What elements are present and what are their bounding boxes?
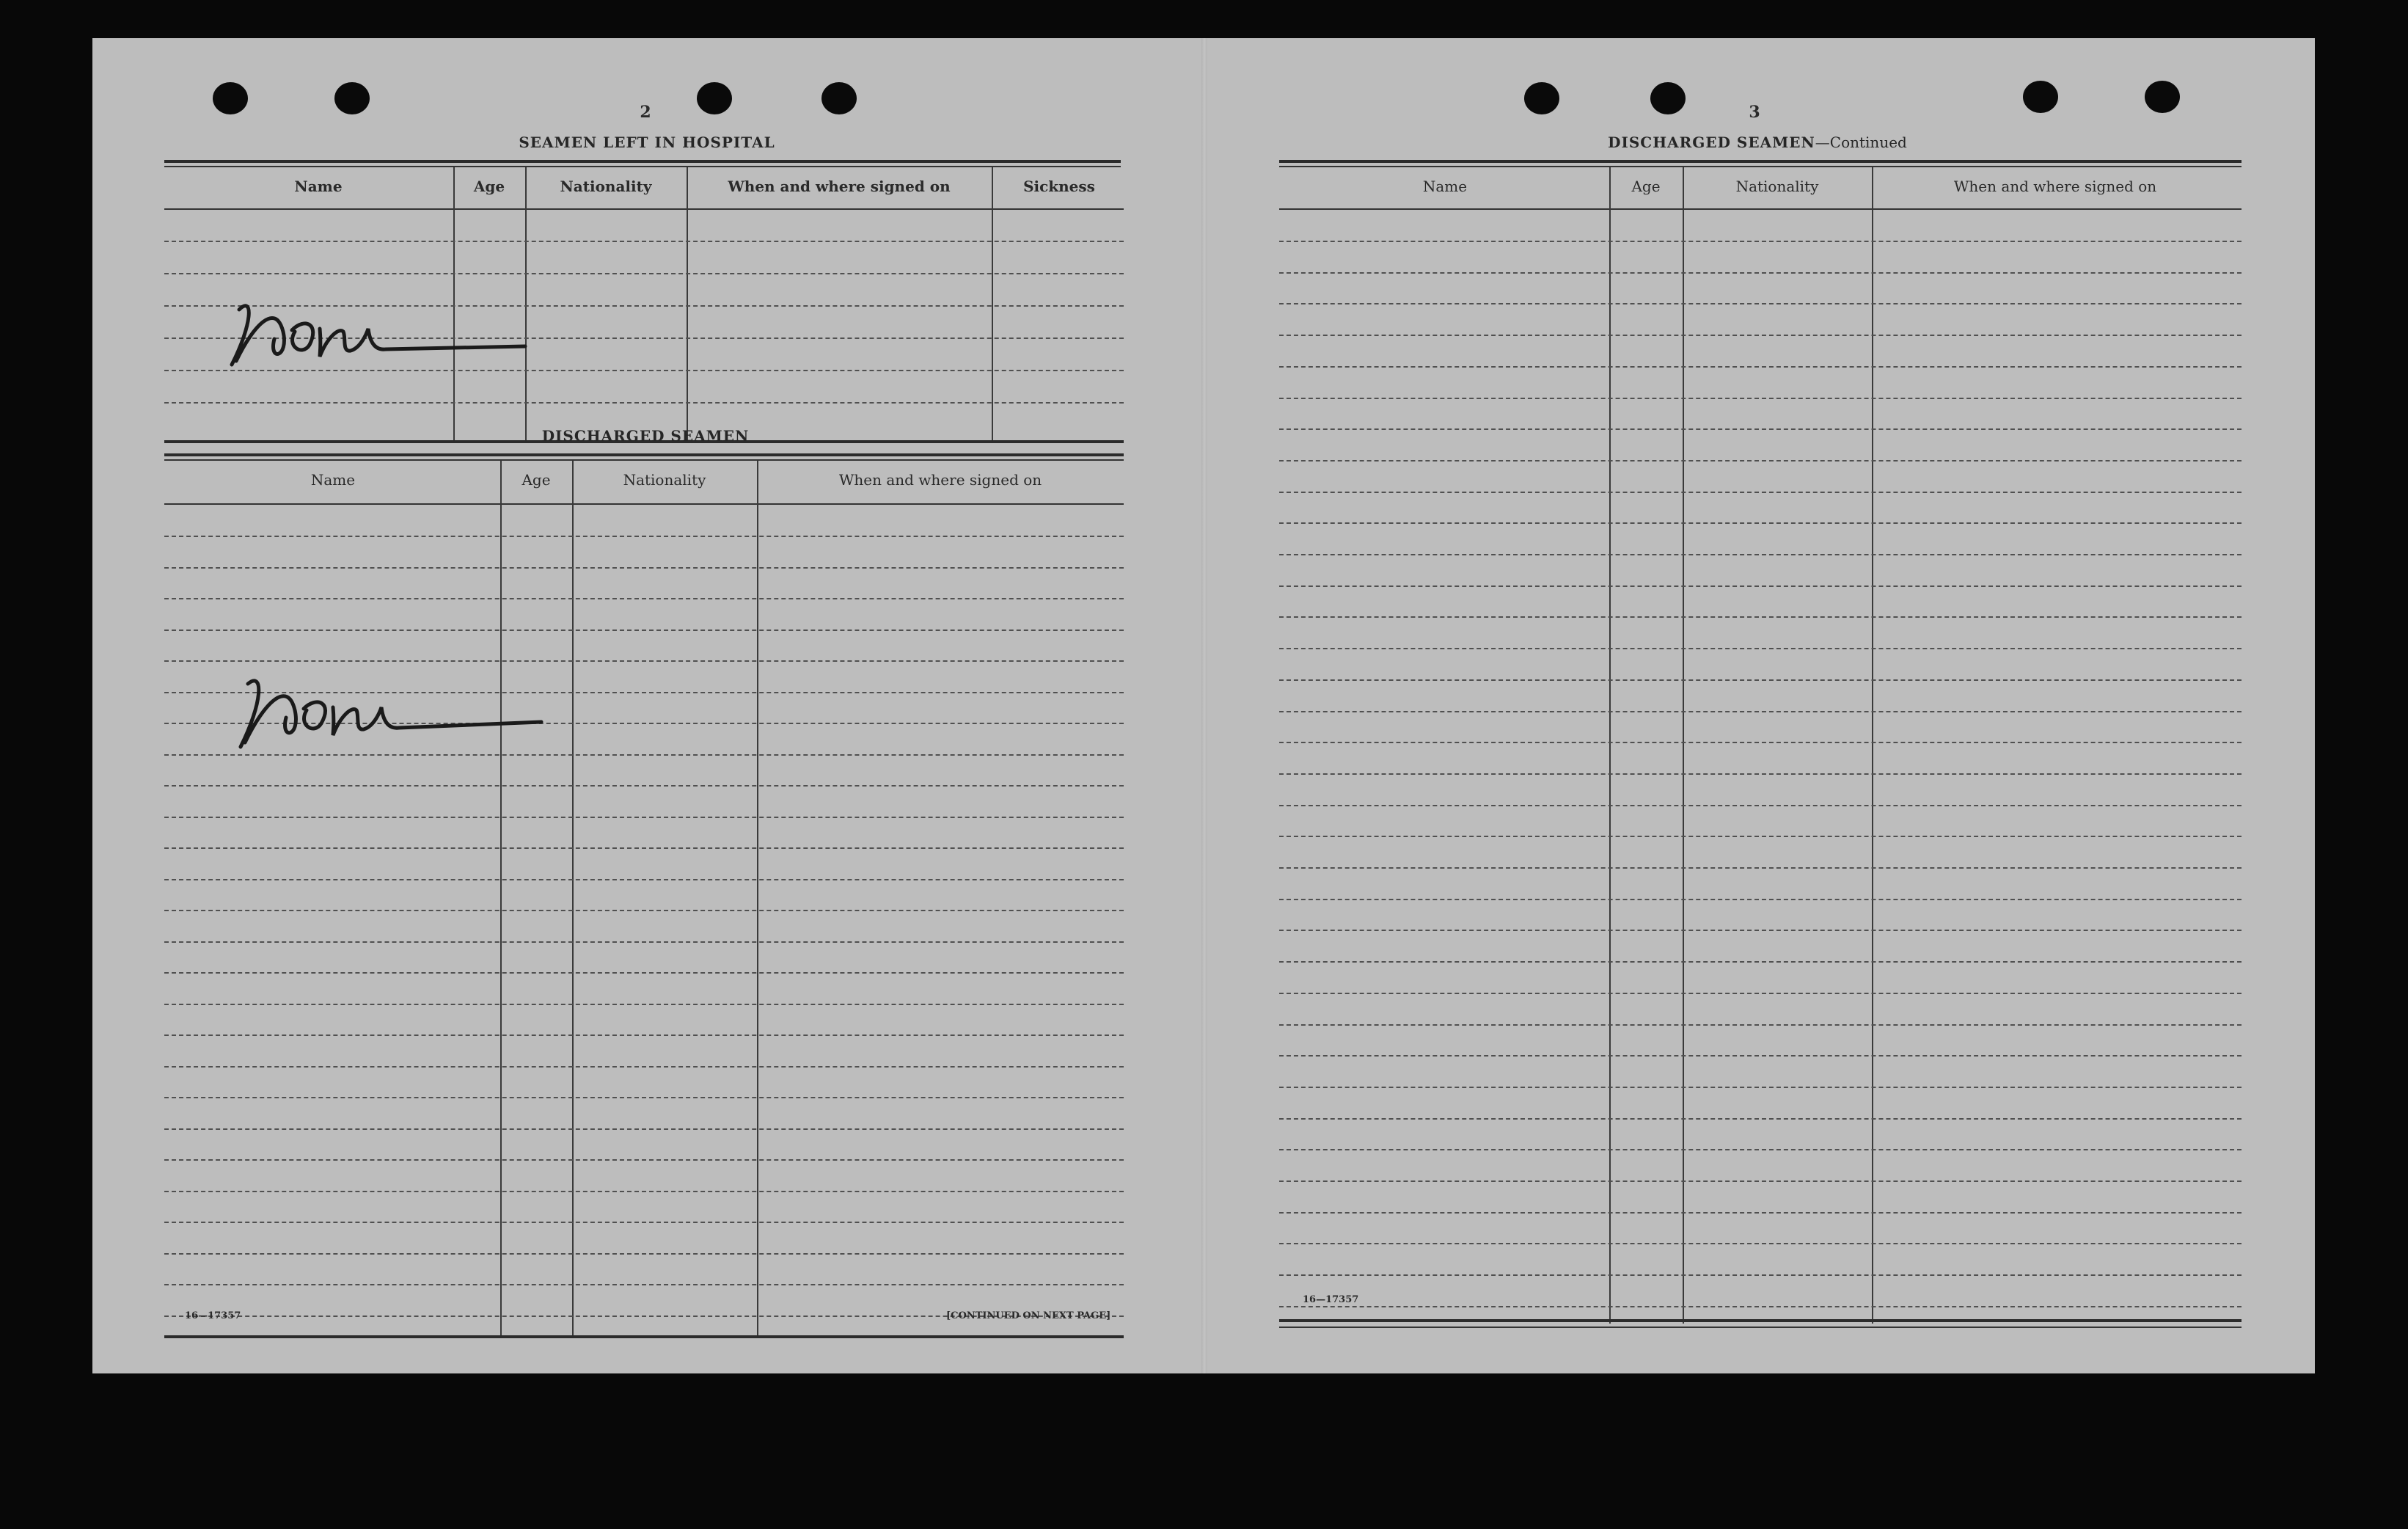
page-number: 2 — [640, 103, 651, 122]
row-line — [164, 1253, 1124, 1255]
top-rule — [1279, 166, 2242, 167]
row-line — [164, 910, 1124, 911]
row-line — [1279, 1118, 2242, 1120]
row-line — [164, 630, 1124, 631]
right-page — [1207, 38, 2315, 1373]
top-rule — [164, 166, 1121, 167]
header-rule — [164, 208, 1124, 210]
hospital-section-title: SEAMEN LEFT IN HOSPITAL — [519, 134, 775, 151]
row-line — [1279, 554, 2242, 555]
column-header-signed-on: When and where signed on — [838, 471, 1042, 489]
row-line — [1279, 805, 2242, 806]
row-line — [1279, 335, 2242, 336]
header-rule — [1279, 208, 2242, 210]
row-line — [1279, 1087, 2242, 1088]
column-header-nationality: Nationality — [1735, 178, 1819, 195]
column-header-signed-on: When and where signed on — [1953, 178, 2157, 195]
row-line — [1279, 899, 2242, 900]
row-line — [164, 241, 1124, 242]
row-line — [1279, 1024, 2242, 1026]
row-line — [1279, 867, 2242, 869]
row-line — [1279, 930, 2242, 931]
column-header-sickness: Sickness — [1023, 178, 1095, 195]
top-rule — [164, 453, 1124, 456]
row-line — [164, 273, 1124, 274]
title-continued: —Continued — [1815, 134, 1907, 151]
row-line — [1279, 398, 2242, 399]
handwritten-none — [210, 280, 547, 383]
column-header-name: Name — [1422, 178, 1468, 195]
top-rule — [164, 160, 1121, 163]
discharged-continued-title — [1608, 134, 1907, 151]
row-line — [1279, 428, 2242, 430]
row-line — [164, 1034, 1124, 1036]
row-line — [164, 785, 1124, 787]
row-line — [1279, 993, 2242, 994]
row-line — [1279, 1274, 2242, 1276]
row-line — [1279, 679, 2242, 681]
row-line — [1279, 616, 2242, 618]
column-header-age: Age — [473, 178, 505, 195]
title-text: DISCHARGED SEAMEN — [1608, 134, 1815, 151]
row-line — [164, 879, 1124, 880]
continued-note: [CONTINUED ON NEXT PAGE] — [946, 1310, 1111, 1321]
row-line — [1279, 460, 2242, 461]
row-line — [164, 402, 1124, 404]
bottom-rule — [1279, 1319, 2242, 1322]
form-number: 16—17357 — [1303, 1294, 1359, 1305]
row-line — [1279, 773, 2242, 775]
handwritten-none — [219, 654, 556, 764]
row-line — [164, 847, 1124, 849]
row-line — [164, 1159, 1124, 1161]
column-header-nationality: Nationality — [560, 178, 652, 195]
row-line — [1279, 522, 2242, 524]
row-line — [164, 972, 1124, 974]
row-line — [1279, 711, 2242, 712]
row-line — [1279, 1180, 2242, 1182]
column-header-age: Age — [522, 471, 551, 489]
row-line — [1279, 742, 2242, 743]
row-line — [164, 598, 1124, 599]
row-line — [1279, 1306, 2242, 1307]
row-line — [164, 1191, 1124, 1192]
column-divider — [500, 461, 502, 1338]
row-line — [1279, 648, 2242, 649]
row-line — [1279, 492, 2242, 493]
row-line — [164, 817, 1124, 818]
top-rule — [1279, 160, 2242, 163]
row-line — [164, 1066, 1124, 1068]
row-line — [1279, 1243, 2242, 1244]
row-line — [1279, 241, 2242, 242]
column-divider — [572, 461, 574, 1338]
row-line — [164, 941, 1124, 943]
column-header-name: Name — [310, 471, 356, 489]
row-line — [1279, 366, 2242, 368]
page-fold — [1201, 38, 1207, 1373]
column-divider — [757, 461, 758, 1338]
row-line — [1279, 1212, 2242, 1214]
row-line — [164, 1004, 1124, 1005]
row-line — [164, 536, 1124, 537]
row-line — [1279, 836, 2242, 837]
row-line — [1279, 1149, 2242, 1150]
row-line — [164, 1097, 1124, 1098]
row-line — [164, 1222, 1124, 1223]
column-header-age: Age — [1631, 178, 1661, 195]
row-line — [1279, 1055, 2242, 1057]
bottom-rule — [164, 1335, 1124, 1338]
form-number: 16—17357 — [185, 1310, 241, 1321]
row-line — [1279, 272, 2242, 274]
left-page — [92, 38, 1201, 1373]
column-header-name: Name — [294, 178, 343, 195]
row-line — [1279, 961, 2242, 963]
bottom-rule — [1279, 1327, 2242, 1328]
top-rule — [164, 459, 1124, 461]
row-line — [164, 567, 1124, 569]
row-line — [164, 1128, 1124, 1130]
row-line — [1279, 585, 2242, 587]
column-header-nationality: Nationality — [623, 471, 706, 489]
column-header-signed-on: When and where signed on — [728, 178, 951, 195]
paper-sheet — [92, 38, 2315, 1373]
header-rule — [164, 503, 1124, 505]
row-line — [1279, 303, 2242, 304]
page-number: 3 — [1749, 103, 1760, 122]
row-line — [164, 1284, 1124, 1285]
discharged-section-title: DISCHARGED SEAMEN — [541, 427, 750, 445]
